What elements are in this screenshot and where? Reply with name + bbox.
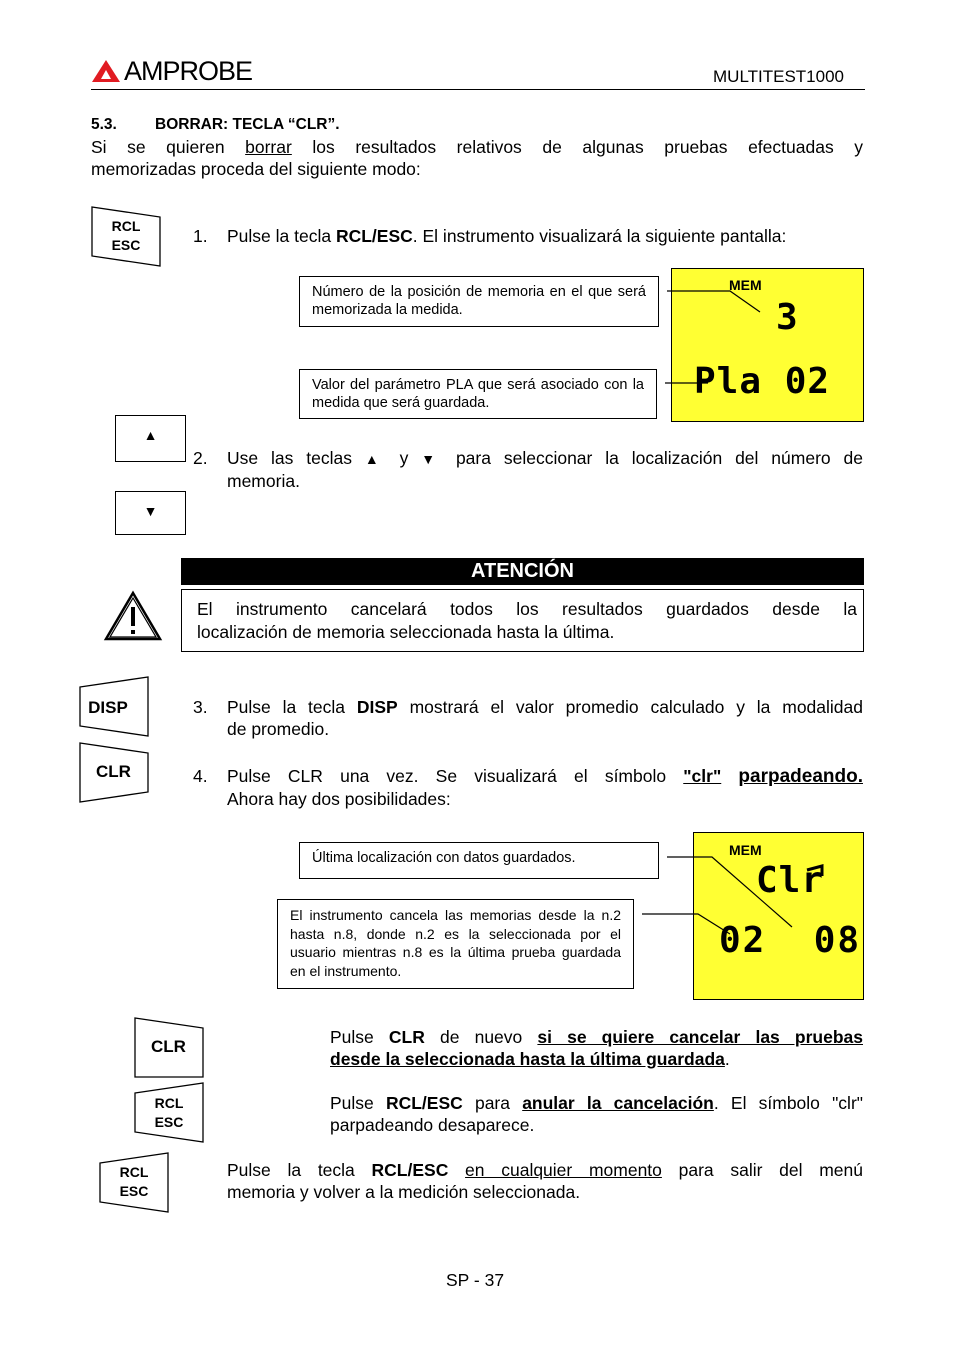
lcd-screen-2 [693,832,864,1000]
attention-line-2: localización de memoria seleccionada hasta la última. [197,622,615,642]
down-arrow-inline-icon: ▼ [421,451,444,467]
up-arrow-inline-icon: ▲ [364,451,387,467]
borrar-link: borrar [245,137,292,157]
warning-icon [103,590,163,642]
intro-line-1: Si se quieren borrar los resultados relativos de algunas pruebas efectuadas y [91,137,864,157]
option2-line-1: Pulse RCL/ESC para anular la cancelación. El símbolo "clr" [330,1093,863,1113]
option2-line-2: parpadeando desaparece. [330,1115,535,1135]
lcd1-memory-number: 3 [776,297,799,338]
attention-box [181,589,864,652]
blinking-text: parpadeando. [738,766,863,787]
step4-number: 4. [193,766,208,786]
option1-line-2: desde la seleccionada hasta la última guardada. [330,1049,730,1069]
lcd1-pla-value: Pla 02 [694,361,831,402]
amprobe-logo-icon [91,59,121,83]
clr-key-label: CLR [96,762,131,781]
lcd2-range: 02 08 [719,920,862,961]
section-title: BORRAR: TECLA “CLR”. [155,116,340,133]
down-arrow-icon: ▼ [143,503,158,519]
callout-last-location: Última localización con datos guardados. [299,842,659,879]
clr-symbol: "clr" [683,766,722,786]
step2-line-1: Use las teclas ▲ y ▼ para seleccionar la localización del número de [227,448,863,468]
mem-indicator-2: MEM [729,842,762,858]
step3-line-1: Pulse la tecla DISP mostrará el valor promedio calculado y la modalidad [227,697,863,717]
callout-cancel-range: El instrumento cancela las memorias desde la n.2 hasta n.8, donde n.2 es la seleccionada por el usuario mientras n.8 es la última prueba guardada en el instrumento. [277,899,634,989]
final-line-1: Pulse la tecla RCL/ESC en cualquier momento para salir del menú [227,1160,863,1180]
attention-line-1: El instrumento cancelará todos los resultados guardados desde la [197,599,857,619]
option1-line-1: Pulse CLR de nuevo si se quiere cancelar las pruebas [330,1027,863,1047]
callout-memory-position: Número de la posición de memoria en el que será memorizada la medida. [299,276,659,327]
step3-line-2: de promedio. [227,719,330,739]
page-number: SP - 37 [446,1270,505,1290]
lcd2-clr-symbol: Clr [756,860,825,901]
up-key[interactable] [115,415,186,462]
attention-header: ATENCIÓN [181,558,864,585]
clr-key-label-2: CLR [151,1037,186,1056]
step3-number: 3. [193,697,208,717]
header-rule [91,89,865,90]
final-line-2: memoria y volver a la medición seleccionada. [227,1182,581,1202]
rcl-esc-key-label-3: RCL ESC [119,1164,149,1199]
callout-pla-value: Valor del parámetro PLA que será asociado con la medida que será guardada. [299,369,657,419]
step2-line-2: memoria. [227,471,300,491]
up-arrow-icon: ▲ [143,427,158,443]
step4-line-2: Ahora hay dos posibilidades: [227,789,451,809]
down-key[interactable] [115,491,186,535]
step2-number: 2. [193,448,208,468]
step1-number: 1. [193,226,208,246]
step4-line-1: Pulse CLR una vez. Se visualizará el símbolo "clr" parpadeando. [227,766,863,787]
rcl-esc-key-label: RCL ESC [111,218,141,253]
brand-name: AMPROBE [124,56,253,86]
intro-line-2: memorizadas proceda del siguiente modo: [91,159,421,179]
section-number: 5.3. [91,116,117,133]
lcd-screen-1 [671,268,864,422]
mem-indicator: MEM [729,277,762,293]
rcl-esc-key-label-2: RCL ESC [154,1095,184,1130]
disp-key-label: DISP [88,698,128,717]
model-name: MULTITEST1000 [713,67,845,86]
step1-text: Pulse la tecla RCL/ESC. El instrumento visualizará la siguiente pantalla: [227,226,787,246]
